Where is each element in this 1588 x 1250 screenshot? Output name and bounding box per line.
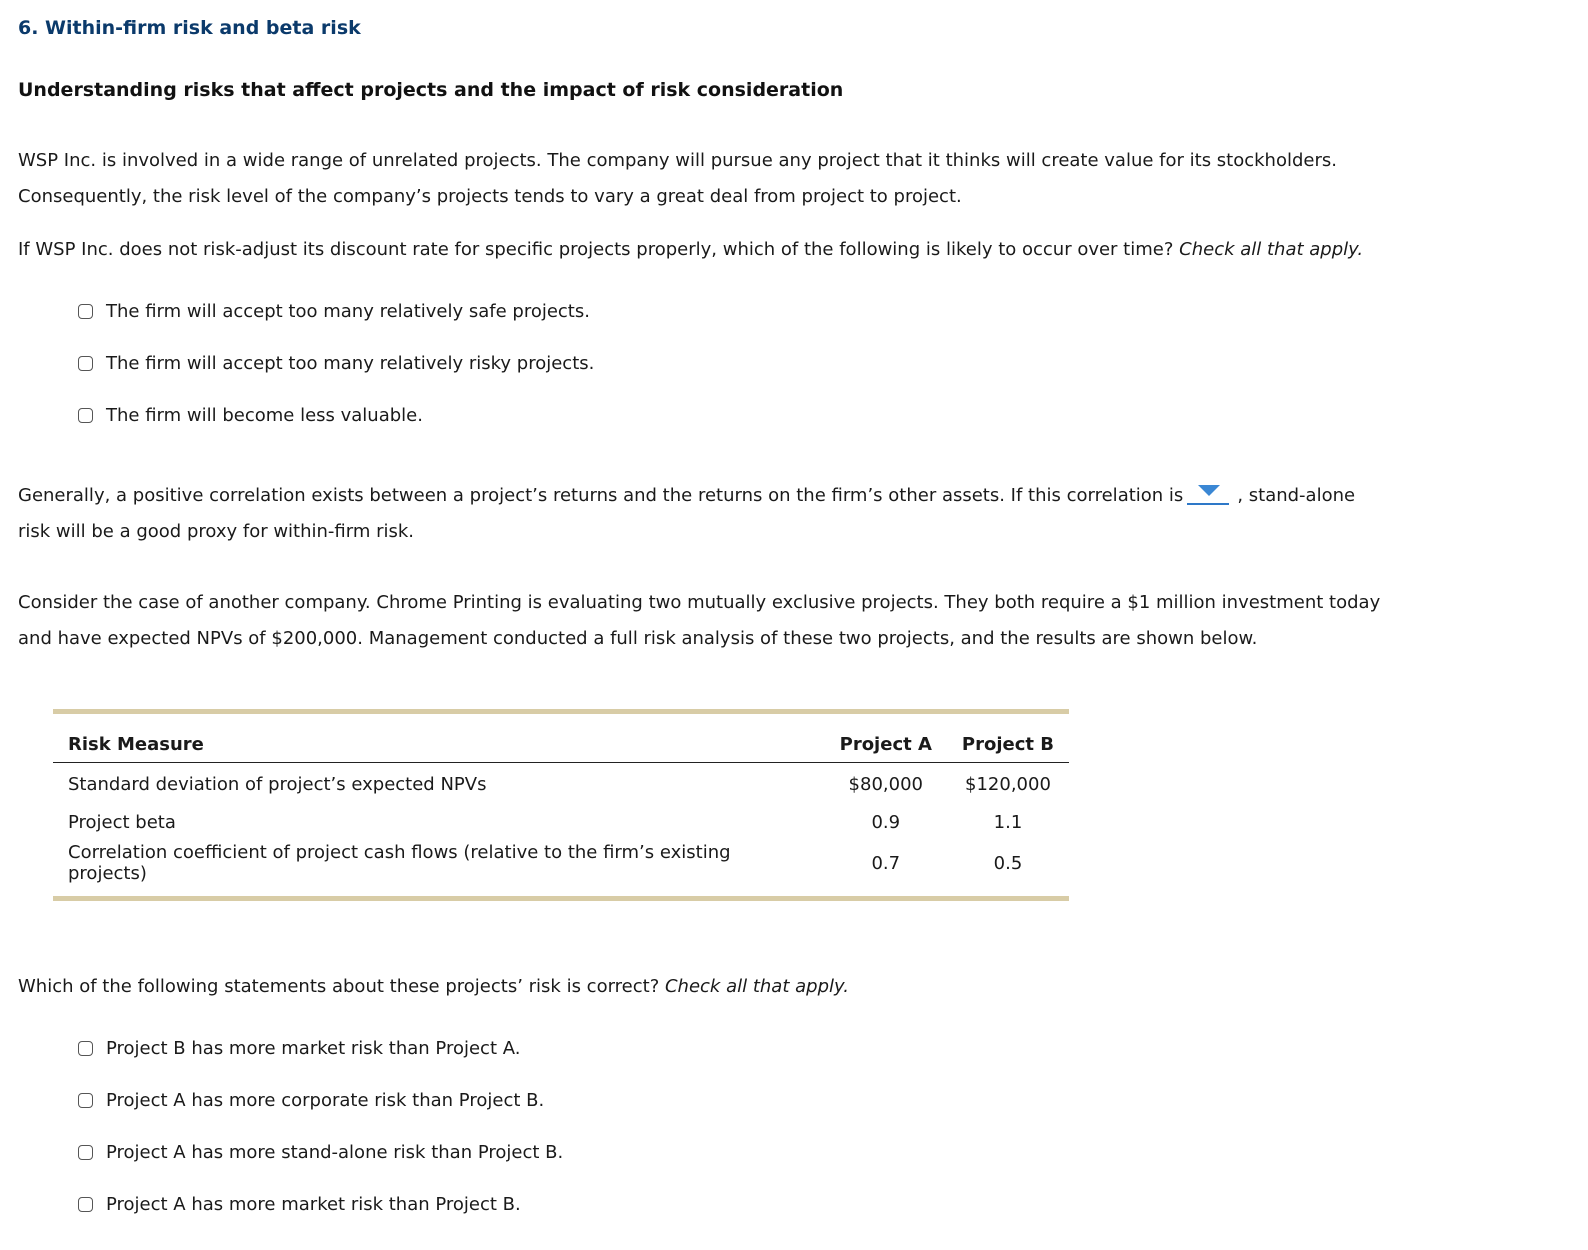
risk-table (53, 709, 1069, 901)
cell-project-b: 1.1 (993, 812, 1023, 834)
q3-option-3[interactable] (78, 1138, 563, 1166)
cell-project-b: 0.5 (993, 852, 1023, 874)
q3-option-3-label: Project A has more stand-alone risk than Project B. (106, 1141, 564, 1163)
q3-prompt-text: Which of the following statements about these projects’ risk is correct? (18, 976, 660, 997)
case-line-2: and have expected NPVs of $200,000. Management conducted a full risk analysis of these two projects, and the results are shown below. (18, 628, 1258, 649)
intro-line-1: WSP Inc. is involved in a wide range of unrelated projects. The company will pursue any project that it thinks will create value for its stockholders. (18, 150, 1337, 171)
checkbox[interactable] (78, 304, 93, 319)
q2-line-1 (18, 478, 1418, 514)
table-bottom-rule (53, 896, 1069, 901)
checkbox[interactable] (78, 408, 93, 423)
case-paragraph (18, 585, 1418, 657)
checkbox[interactable] (78, 356, 93, 371)
question-title: 6. Within-firm risk and beta risk (18, 17, 361, 39)
q1-prompt (18, 232, 1418, 268)
q3-prompt (18, 969, 1418, 1005)
q1-option-2[interactable] (78, 349, 594, 377)
checkbox[interactable] (78, 1197, 93, 1212)
risk-measure-table (53, 726, 1069, 884)
table-top-rule (53, 709, 1069, 714)
table-row (53, 804, 1069, 843)
checkbox[interactable] (78, 1041, 93, 1056)
cell-project-a: $80,000 (848, 773, 923, 795)
question-subtitle: Understanding risks that affect projects and the impact of risk consideration (18, 79, 844, 101)
q3-option-2[interactable] (78, 1086, 544, 1114)
correlation-dropdown[interactable] (1187, 483, 1229, 505)
cell-project-a: 0.7 (871, 852, 901, 874)
cell-project-a: 0.9 (871, 812, 901, 834)
q3-option-2-label: Project A has more corporate risk than Project B. (106, 1089, 545, 1111)
q2-line-2: risk will be a good proxy for within-firm risk. (18, 521, 415, 542)
q3-instruction: Check all that apply. (664, 976, 849, 997)
table-header-row (53, 726, 1069, 763)
q1-option-3-label: The firm will become less valuable. (106, 404, 423, 426)
q1-option-1[interactable] (78, 297, 590, 325)
q1-instruction: Check all that apply. (1179, 239, 1364, 260)
checkbox[interactable] (78, 1093, 93, 1108)
q3-option-1[interactable] (78, 1034, 520, 1062)
case-line-1: Consider the case of another company. Chrome Printing is evaluating two mutually exclusive projects. They both require a $1 million investment today (18, 592, 1381, 613)
row-label: Project beta (68, 812, 176, 834)
q1-option-3[interactable] (78, 401, 423, 429)
header-project-b: Project B (947, 726, 1069, 763)
header-project-a: Project A (825, 726, 947, 763)
q1-prompt-text: If WSP Inc. does not risk-adjust its discount rate for specific projects properly, which of the following is likely to occur over time? (18, 239, 1174, 260)
chevron-down-icon (1198, 485, 1220, 496)
checkbox[interactable] (78, 1145, 93, 1160)
q3-option-1-label: Project B has more market risk than Project A. (106, 1037, 521, 1059)
q2-paragraph (18, 478, 1418, 550)
header-risk-measure: Risk Measure (53, 726, 825, 763)
q3-option-4-label: Project A has more market risk than Project B. (106, 1193, 521, 1215)
cell-project-b: $120,000 (965, 773, 1051, 795)
q3-option-4[interactable] (78, 1190, 521, 1218)
intro-line-2: Consequently, the risk level of the company’s projects tends to vary a great deal from project to project. (18, 186, 962, 207)
intro-paragraph (18, 143, 1418, 215)
table-row (53, 842, 1069, 884)
row-label: Standard deviation of project’s expected NPVs (68, 773, 487, 795)
q1-option-1-label: The firm will accept too many relatively safe projects. (106, 300, 590, 322)
q2-text-after: , stand-alone (1237, 485, 1356, 506)
table-row (53, 763, 1069, 804)
q2-text-before: Generally, a positive correlation exists between a project’s returns and the returns on the firm’s other assets. If this correlation is (18, 485, 1184, 506)
row-label: Correlation coefficient of project cash flows (relative to the firm’s existing projects) (68, 842, 731, 884)
q1-option-2-label: The firm will accept too many relatively risky projects. (106, 352, 595, 374)
